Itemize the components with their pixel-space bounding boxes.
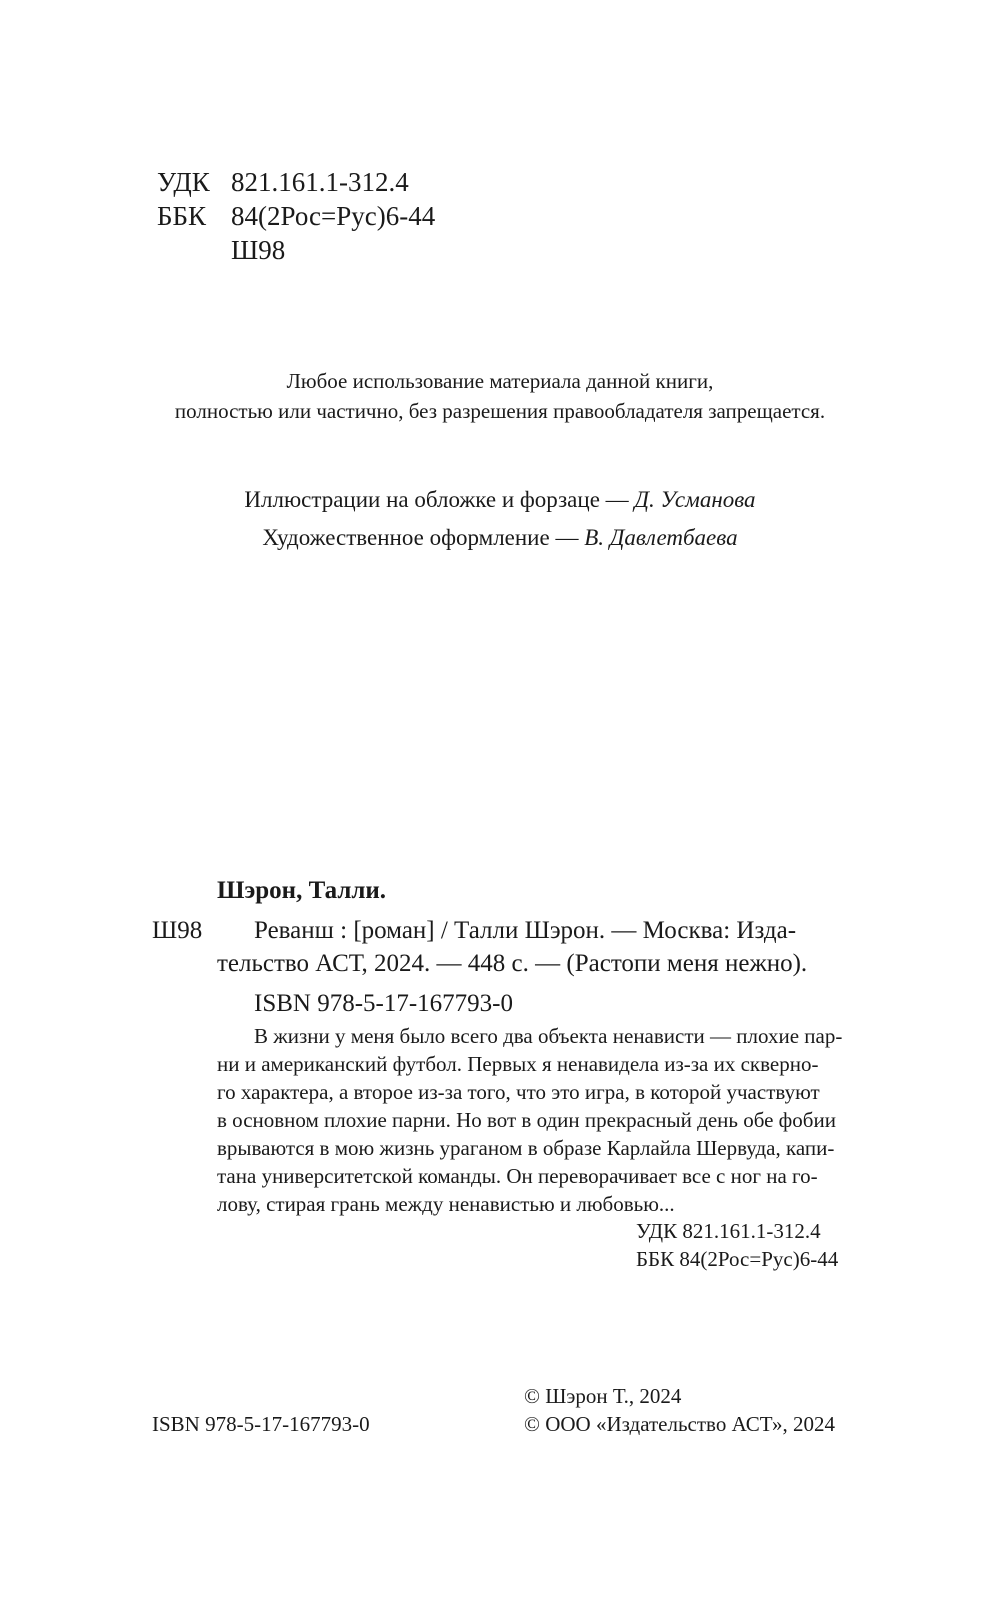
annotation-line: В жизни у меня было всего два объекта ненависти — плохие пар- [254,1024,843,1048]
udk-line [157,166,409,198]
annotation-line: го характера, а второе из-за того, что это игра, в которой участвуют [217,1080,820,1104]
illustrations-credit [0,487,1000,513]
annotation-line: врываются в мою жизнь ураганом в образе Карлайла Шервуда, капи- [217,1136,835,1160]
card-udk: УДК 821.161.1-312.4 [636,1219,821,1243]
card-description-line-1: Реванш : [роман] / Талли Шэрон. — Москва: Изда- [254,917,797,944]
card-author: Шэрон, Талли. [217,877,387,904]
copyright-notice-line-2: полностью или частично, без разрешения правообладателя запрещается. [174,399,826,423]
annotation-line: лову, стирая грань между ненавистью и любовью... [217,1192,675,1216]
card-bbk: ББК 84(2Рос=Рус)6-44 [636,1247,839,1271]
illustrations-credit-text: Иллюстрации на обложке и форзаце — [244,487,635,512]
annotation-line: тана университетской команды. Он переворачивает все с ног на го- [217,1164,818,1188]
copyright-publisher: © ООО «Издательство АСТ», 2024 [524,1412,835,1436]
copyright-notice-line-1: Любое использование материала данной книги, [286,369,714,393]
copyright-author: © Шэрон Т., 2024 [524,1384,682,1408]
card-description-line-2: тельство АСТ, 2024. — 448 с. — (Растопи меня нежно). [217,950,808,977]
annotation-line: в основном плохие парни. Но вот в один прекрасный день обе фобии [217,1108,836,1132]
udk-label: УДК [157,167,210,197]
bbk-line [157,200,435,232]
bbk-value: 84(2Рос=Рус)6-44 [231,201,436,231]
annotation-line: ни и американский футбол. Первых я ненавидела из-за их скверно- [217,1052,819,1076]
illustrations-credit-name: Д. Усманова [634,487,756,512]
design-credit [0,525,1000,551]
udk-value: 821.161.1-312.4 [231,167,409,197]
card-isbn: ISBN 978-5-17-167793-0 [254,990,514,1017]
footer-isbn: ISBN 978-5-17-167793-0 [152,1412,370,1436]
design-credit-text: Художественное оформление — [262,525,585,550]
author-mark-top: Ш98 [231,235,286,265]
bbk-label: ББК [157,201,207,231]
card-annotation [217,1024,887,1224]
design-credit-name: В. Давлетбаева [584,525,738,550]
card-author-mark: Ш98 [152,917,203,944]
